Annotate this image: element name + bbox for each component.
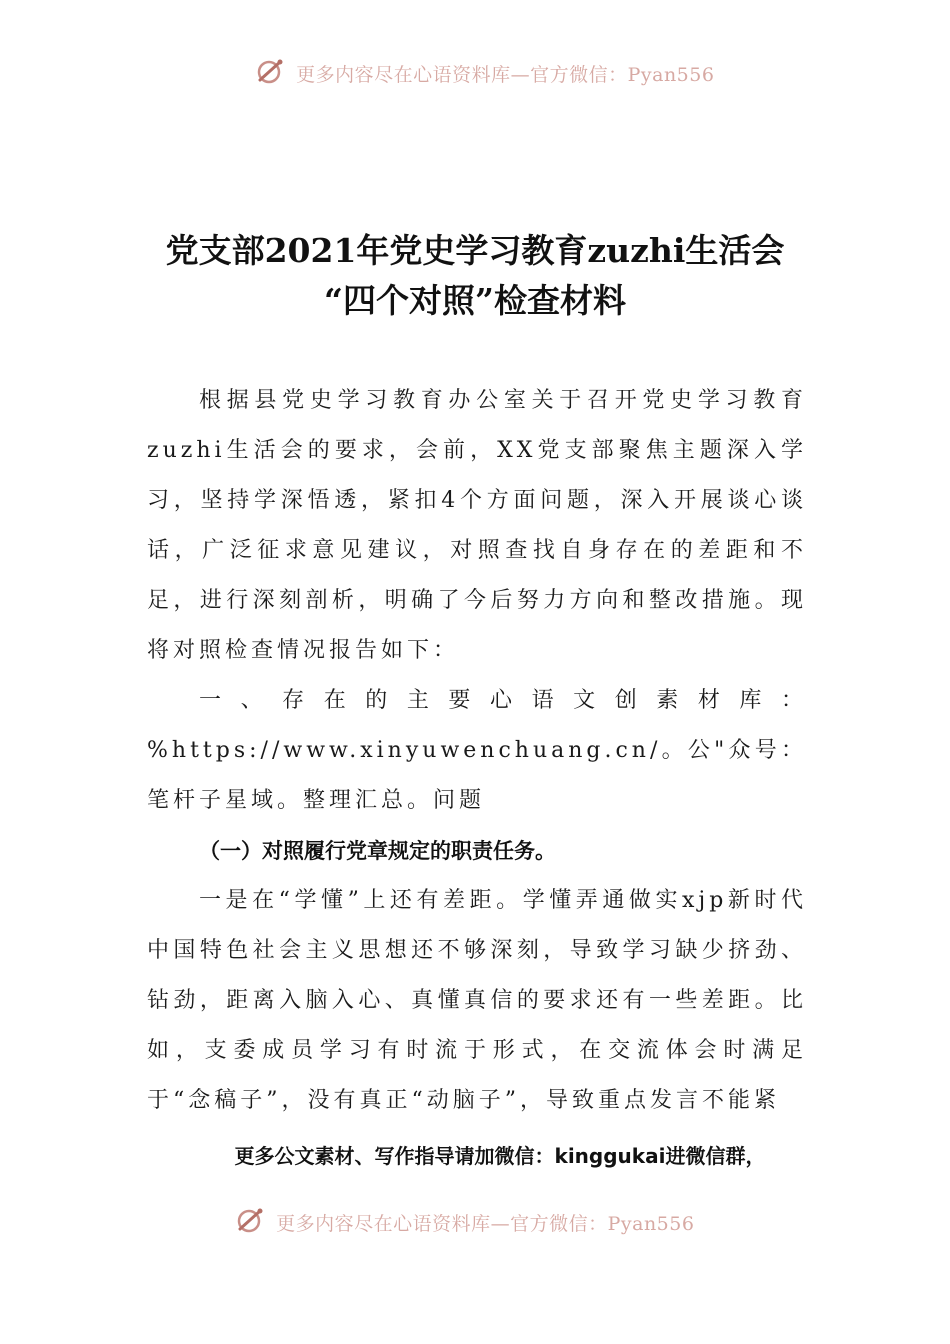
title-line-1: 党支部2021年党史学习教育zuzhi生活会 xyxy=(165,231,785,270)
watermark-text: 更多内容尽在心语资料库—官方微信：Pyan556 xyxy=(276,1213,695,1235)
watermark-text: 更多内容尽在心语资料库—官方微信：Pyan556 xyxy=(296,64,715,86)
subsection-heading: （一）对照履行党章规定的职责任务。 xyxy=(199,839,556,863)
section-one-heading: 一、存在的主要心语文创素材库：%https://www.xinyuwenchuang.cn/。公"众号：笔杆子星域。整理汇总。问题 xyxy=(147,688,807,813)
title-line-2: “四个对照”检查材料 xyxy=(324,281,626,320)
watermark-footer xyxy=(0,1207,940,1238)
brush-logo-icon xyxy=(256,58,286,89)
watermark-header xyxy=(10,58,950,89)
brush-logo-icon xyxy=(236,1207,266,1238)
document-title xyxy=(0,226,950,326)
point-one-paragraph: 一是在“学懂”上还有差距。学懂弄通做实xjp新时代中国特色社会主义思想还不够深刻，导致学习缺少挤劲、钻劲，距离入脑入心、真懂真信的要求还有一些差距。比如，支委成员学习有时流于形式，在交流体会时满足于“念稿子”，没有真正“动脑子”，导致重点发言不能紧 xyxy=(147,888,807,1113)
intro-paragraph: 根据县党史学习教育办公室关于召开党史学习教育zuzhi生活会的要求，会前，XX党支部聚焦主题深入学习，坚持学深悟透，紧扣4个方面问题，深入开展谈心谈话，广泛征求意见建议，对照查找自身存在的差距和不足，进行深刻剖析，明确了今后努力方向和整改措施。现将对照检查情况报告如下： xyxy=(147,388,807,663)
promo-line: 更多公文素材、写作指导请加微信：kinggukai进微信群， xyxy=(234,1144,766,1168)
